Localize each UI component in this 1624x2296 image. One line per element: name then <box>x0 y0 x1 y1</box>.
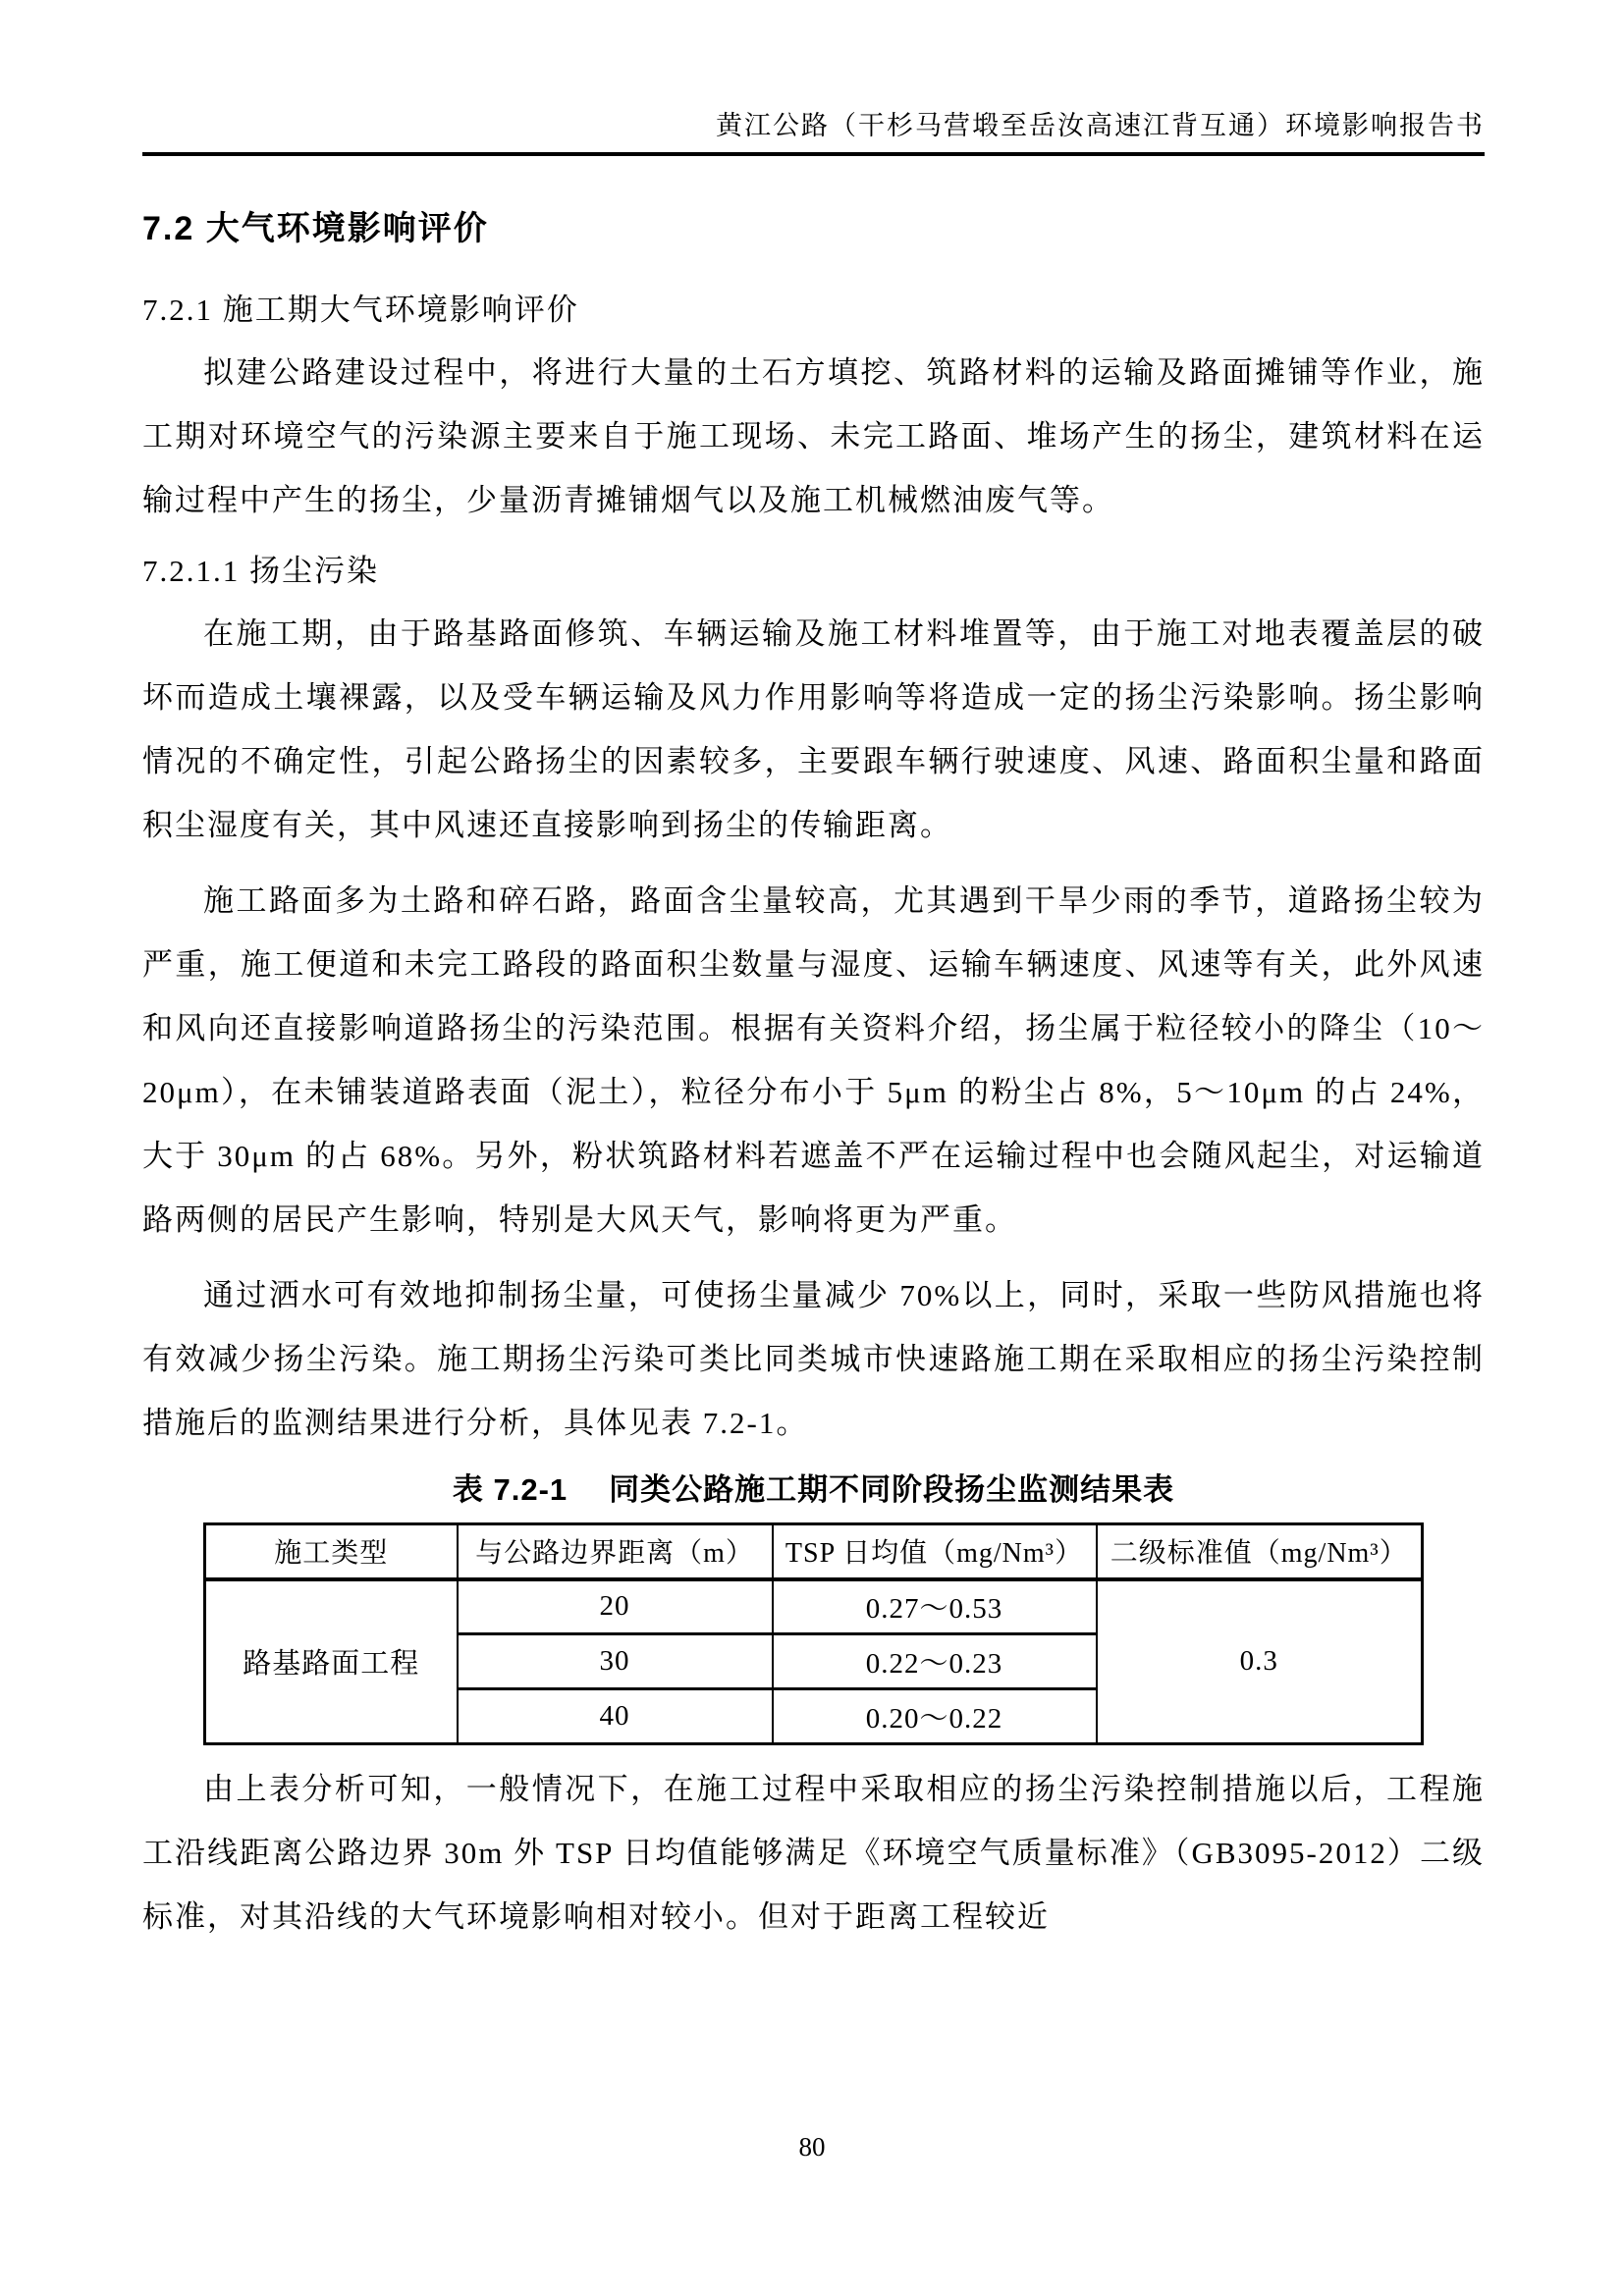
table-header-row <box>205 1524 1423 1579</box>
paragraph-dust-particle-sizes: 施工路面多为土路和碎石路，路面含尘量较高，尤其遇到干旱少雨的季节，道路扬尘较为严重，施工便道和未完工路段的路面积尘数量与湿度、运输车辆速度、风速等有关，此外风速和风向还直接影响道路扬尘的污染范围。根据有关资料介绍，扬尘属于粒径较小的降尘（10～20μm），在未铺装道路表面（泥土），粒径分布小于 5μm 的粉尘占 8%，5～10μm 的占 24%，大于 30μm 的占 68%。另外，粉状筑路材料若遮盖不严在运输过程中也会随风起尘，对运输道路两侧的居民产生影响，特别是大风天气，影响将更为严重。 <box>142 883 1485 1237</box>
running-header <box>142 0 1485 156</box>
page-number: 80 <box>798 2132 826 2162</box>
table-header-class2-standard: 二级标准值（mg/Nm³） <box>1097 1524 1423 1579</box>
paragraph-water-spraying: 通过洒水可有效地抑制扬尘量，可使扬尘量减少 70%以上，同时，采取一些防风措施也将有效减少扬尘污染。施工期扬尘污染可类比同类城市快速路施工期在采取相应的扬尘污染控制措施后的监测结果进行分析，具体见表 7.2-1。 <box>142 1278 1485 1440</box>
subsubsection-heading-7-2-1-1: 7.2.1.1 扬尘污染 <box>142 554 379 588</box>
content-area <box>142 0 1485 1949</box>
table-cell-distance: 20 <box>458 1579 773 1634</box>
table-cell-row-group-label: 路基路面工程 <box>205 1579 458 1744</box>
subsection-heading-7-2-1: 7.2.1 施工期大气环境影响评价 <box>142 293 579 327</box>
table-cell-distance: 40 <box>458 1689 773 1744</box>
table-caption <box>142 1465 1485 1509</box>
table-header-tsp-daily-mean: TSP 日均值（mg/Nm³） <box>773 1524 1097 1579</box>
table-cell-tsp: 0.20～0.22 <box>773 1689 1097 1744</box>
paragraph-table-analysis: 由上表分析可知，一般情况下，在施工过程中采取相应的扬尘污染控制措施以后，工程施工沿线距离公路边界 30m 外 TSP 日均值能够满足《环境空气质量标准》（GB3095-2012）二级标准，对其沿线的大气环境影响相对较小。但对于距离工程较近 <box>142 1772 1485 1934</box>
table-header-distance: 与公路边界距离（m） <box>458 1524 773 1579</box>
dust-monitoring-table <box>203 1522 1424 1745</box>
running-header-title: 黄江公路（干杉马营塅至岳汝高速江背互通）环境影响报告书 <box>716 111 1485 140</box>
table-caption-title: 同类公路施工期不同阶段扬尘监测结果表 <box>609 1472 1175 1507</box>
table-row <box>205 1579 1423 1634</box>
table-header-construction-type: 施工类型 <box>205 1524 458 1579</box>
table-cell-tsp: 0.22～0.23 <box>773 1634 1097 1689</box>
table-cell-standard-value: 0.3 <box>1097 1579 1423 1744</box>
table-caption-label: 表 7.2-1 <box>452 1472 568 1507</box>
table-cell-distance: 30 <box>458 1634 773 1689</box>
table-cell-tsp: 0.27～0.53 <box>773 1579 1097 1634</box>
paragraph-dust-causes: 在施工期，由于路基路面修筑、车辆运输及施工材料堆置等，由于施工对地表覆盖层的破坏而造成土壤裸露，以及受车辆运输及风力作用影响等将造成一定的扬尘污染影响。扬尘影响情况的不确定性，引起公路扬尘的因素较多，主要跟车辆行驶速度、风速、路面积尘量和路面积尘湿度有关，其中风速还直接影响到扬尘的传输距离。 <box>142 616 1485 842</box>
paragraph-construction-sources: 拟建公路建设过程中，将进行大量的土石方填挖、筑路材料的运输及路面摊铺等作业，施工期对环境空气的污染源主要来自于施工现场、未完工路面、堆场产生的扬尘，建筑材料在运输过程中产生的扬尘，少量沥青摊铺烟气以及施工机械燃油废气等。 <box>142 355 1485 517</box>
section-heading-7-2: 7.2 大气环境影响评价 <box>142 210 489 247</box>
